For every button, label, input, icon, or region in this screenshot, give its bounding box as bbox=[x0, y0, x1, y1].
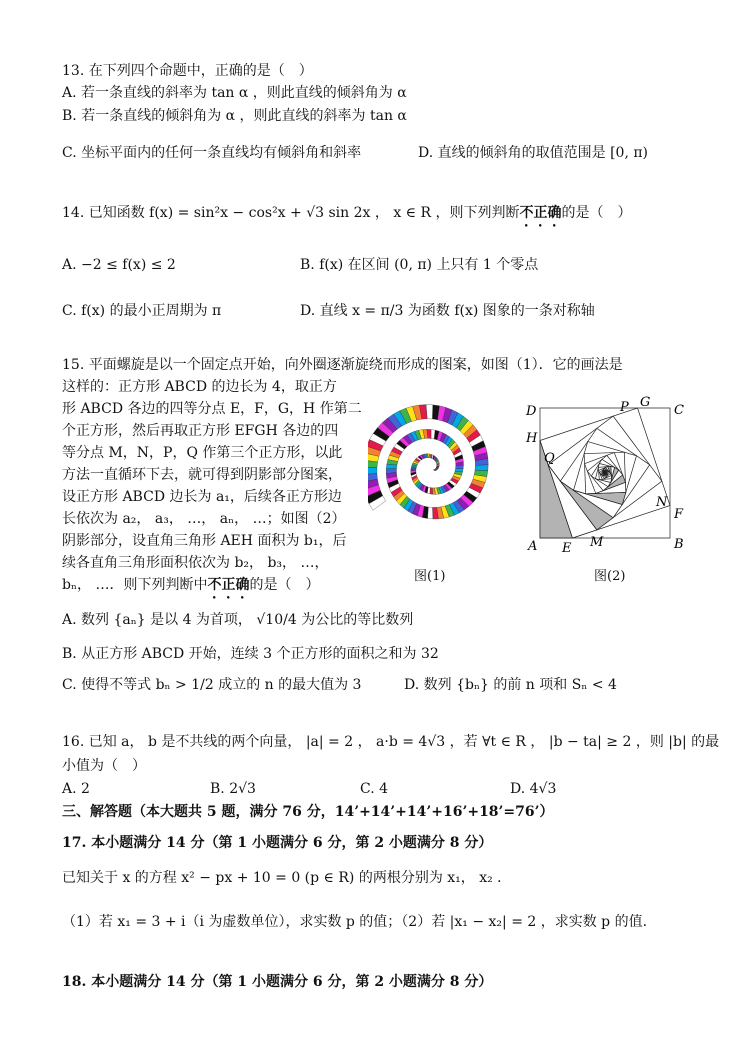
q14-stem-text: 14. 已知函数 f(x) = sin²x − cos²x + √3 sin 2x ， x ∈ R ，则下列判断 bbox=[62, 205, 520, 221]
q14-option-b: B. f(x) 在区间 (0, π) 上只有 1 个零点 bbox=[300, 257, 539, 273]
nested-squares bbox=[540, 408, 670, 538]
q14-stem bbox=[62, 203, 631, 230]
q15-body-line: 这样的：正方形 ABCD 的边长为 4，取正方 bbox=[62, 379, 337, 395]
label-n: N bbox=[656, 495, 668, 510]
q15-option-c: C. 使得不等式 bₙ > 1/2 成立的 n 的最大值为 3 bbox=[62, 677, 362, 693]
q15-body-line: 设正方形 ABCD 边长为 a₁，后续各正方形边 bbox=[62, 489, 342, 505]
spiral-segments bbox=[368, 405, 488, 519]
section-3-heading: 三、解答题（本大题共 5 题，满分 76 分，14’+14’+14’+16’+18’=76’） bbox=[62, 804, 554, 820]
label-q: Q bbox=[544, 451, 555, 466]
q15-body-last bbox=[62, 575, 319, 602]
spiral-segment bbox=[475, 465, 488, 471]
q15-body-line: 阴影部分，设直角三角形 AEH 面积为 b₁，后 bbox=[62, 533, 347, 549]
q18-heading: 18. 本小题满分 14 分（第 1 小题满分 6 分，第 2 小题满分 8 分） bbox=[62, 974, 493, 990]
q16-line-1: 16. 已知 a， b 是不共线的两个向量， |a| = 2 ， a·b = 4√3 ，若 ∀t ∈ R ， |b − ta| ≥ 2 ，则 |b| 的最 bbox=[62, 734, 720, 750]
q16-option-a: A. 2 bbox=[62, 781, 90, 797]
label-e: E bbox=[562, 541, 572, 556]
nested-squares-figure bbox=[524, 392, 696, 562]
spiral-segment bbox=[428, 507, 433, 519]
q15-body-line: 续各直角三角形面积依次为 b₂， b₃， …， bbox=[62, 555, 329, 571]
q17-stem: 已知关于 x 的方程 x² − px + 10 = 0 (p ∈ R) 的两根分别为 x₁， x₂ ． bbox=[62, 870, 512, 886]
q14-option-d: D. 直线 x = π/3 为函数 f(x) 图象的一条对称轴 bbox=[300, 303, 595, 319]
q16-option-d: D. 4√3 bbox=[510, 781, 557, 797]
q15-option-b: B. 从正方形 ABCD 开始，连续 3 个正方形的面积之和为 32 bbox=[62, 646, 439, 662]
label-d: D bbox=[526, 404, 537, 419]
q15-body-line: 个正方形，然后再取正方形 EFGH 各边的四 bbox=[62, 423, 339, 439]
q13-option-c: C. 坐标平面内的任何一条直线均有倾斜角和斜率 bbox=[62, 145, 362, 161]
q15-body-line: 等分点 M，N，P，Q 作第三个正方形，以此 bbox=[62, 445, 343, 461]
label-g: G bbox=[640, 395, 651, 410]
q14-stem-tail: 的是（ ） bbox=[561, 205, 632, 221]
rainbow-spiral-figure bbox=[368, 396, 494, 558]
q15-body-line: 方法一直循环下去，就可得到阴影部分图案， bbox=[62, 467, 342, 483]
q16-option-c: C. 4 bbox=[360, 781, 389, 797]
q14-stem-emphasis: 不正确 bbox=[519, 205, 562, 221]
q15-last-text: bₙ， …．则下列判断中 bbox=[62, 577, 208, 593]
q15-option-a: A. 数列 {aₙ} 是以 4 为首项， √10/4 为公比的等比数列 bbox=[62, 612, 414, 628]
label-p: P bbox=[620, 400, 629, 415]
label-m: M bbox=[590, 535, 604, 550]
q13-stem: 13. 在下列四个命题中，正确的是（ ） bbox=[62, 63, 313, 79]
q13-option-b: B. 若一条直线的倾斜角为 α ，则此直线的斜率为 tan α bbox=[62, 108, 407, 124]
q15-last-emphasis: 不正确 bbox=[207, 577, 250, 593]
label-h: H bbox=[526, 431, 538, 446]
q17-heading: 17. 本小题满分 14 分（第 1 小题满分 6 分，第 2 小题满分 8 分） bbox=[62, 835, 493, 851]
label-f: F bbox=[674, 507, 684, 522]
q15-last-tail: 的是（ ） bbox=[249, 577, 320, 593]
q13-option-a: A. 若一条直线的斜率为 tan α ，则此直线的倾斜角为 α bbox=[62, 85, 407, 101]
label-a: A bbox=[528, 539, 538, 554]
q16-line-2: 小值为（ ） bbox=[62, 758, 146, 774]
q15-body-line: 长依次为 a₂， a₃， …， aₙ， …；如图（2） bbox=[62, 511, 346, 527]
label-b: B bbox=[674, 537, 684, 552]
q15-option-d: D. 数列 {bₙ} 的前 n 项和 Sₙ < 4 bbox=[404, 677, 617, 693]
figure-1-caption: 图(1) bbox=[414, 569, 446, 584]
q14-option-c: C. f(x) 的最小正周期为 π bbox=[62, 303, 222, 319]
label-c: C bbox=[674, 403, 684, 418]
q14-option-a: A. −2 ≤ f(x) ≤ 2 bbox=[62, 257, 176, 273]
q17-parts: （1）若 x₁ = 3 + i（i 为虚数单位），求实数 p 的值；（2）若 |x₁ − x₂| = 2 ，求实数 p 的值. bbox=[62, 914, 648, 930]
q15-line-1: 15. 平面螺旋是以一个固定点开始，向外圈逐渐旋绕而形成的图案，如图（1）．它的画法是 bbox=[62, 357, 623, 373]
figure-2-caption: 图(2) bbox=[594, 569, 626, 584]
q13-option-d: D. 直线的倾斜角的取值范围是 [0, π) bbox=[418, 145, 649, 161]
q15-body-line: 形 ABCD 各边的四等分点 E，F，G，H 作第二 bbox=[62, 401, 362, 417]
q16-option-b: B. 2√3 bbox=[210, 781, 256, 797]
spiral-segment bbox=[386, 464, 397, 469]
